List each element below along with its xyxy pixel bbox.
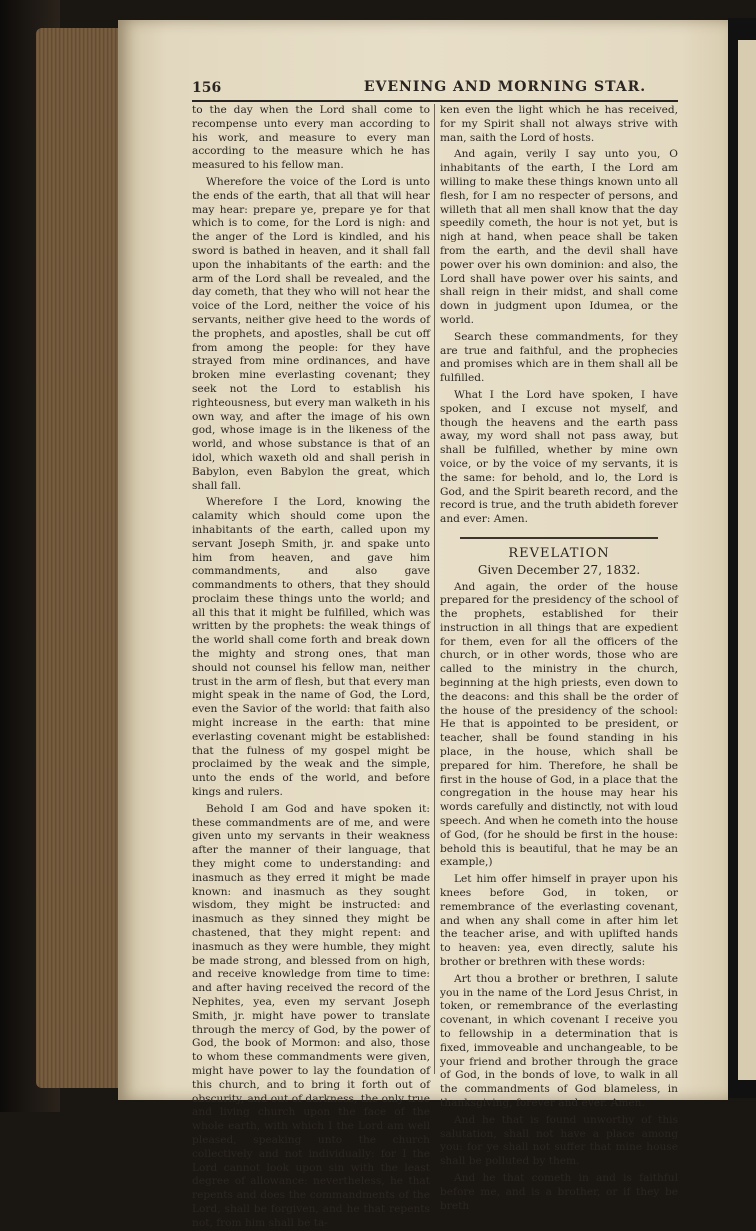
next-page-edge [738,40,756,1080]
section-date: Given December 27, 1832. [477,562,641,577]
page-edges [36,28,128,1088]
paragraph: And he that cometh in and is faithful before me, and is a brother, or if they be breth [440,1171,678,1212]
section-divider [460,537,658,539]
paragraph: Search these commandments, for they are true and faithful, and the prophecies and promises which are in them shall all be fulfilled. [440,330,678,385]
right-column-top [440,104,678,527]
right-column [440,104,678,1212]
section-title: REVELATION [508,545,610,561]
column-divider [434,104,435,1074]
paragraph: Let him offer himself in prayer upon his knees before God, in token, or remembrance of the everlasting covenant, and when any shall come in after him let the teacher arise, and with uplifted hands to heaven: yea, even directly, salute his brother or brethren with these words: [440,873,678,969]
paragraph: And he that is found unworthy of this salutation, shall not have a place among you: for ye shall not suffer that mine house shall be polluted by them. [440,1113,678,1168]
paragraph: Art thou a brother or brethren, I salute you in the name of the Lord Jesus Christ, in token, or remembrance of the everlasting covenant, in which covenant I receive you to fellowship in a determination that is fixed, immoveable and unchangeable, to be your friend and brother through the grace of God, in the bonds of love, to walk in all the commandments of God blameless, in thanksgiving, forever and ever. Amen. [440,972,678,1109]
right-column-bottom [440,581,678,1214]
paragraph: Wherefore the voice of the Lord is unto the ends of the earth, that all that will hear may hear: prepare ye, prepare ye for that which is to come, for the Lord is nigh: and the anger of the Lord is kindled, and his sword is bathed in heaven, and it shall fall upon the inhabitants of the earth: and the arm of the Lord shall be revealed, and the day cometh, that they who will not hear the voice of the Lord, neither the voice of his servants, neither give heed to the words of the prophets, and apostles, shall be cut off from among the people: for they have strayed from mine ordinances, and have broken mine everlasting covenant; they seek not the Lord to establish his righteousness, but every man walketh in his own way, and after the image of his own god, whose image is in the likeness of the world, and whose substance is that of an idol, which waxeth old and shall perish in Babylon, even Babylon the great, which shall fall. [192,175,430,492]
paragraph: And again, the order of the house prepared for the presidency of the school of the prophets, established for their instruction in all things that are expedient for them, even for all the officers of the church, or in other words, those who are called to the ministry in the church, beginning at the high priests, even down to the deacons: and this shall be the order of the house of the presidency of the school: He that is appointed to be president, or teacher, shall be found standing in his place, in the house, which shall be prepared for him. Therefore, he shall be first in the house of God, in a place that the congregation in the house may hear his words carefully and distinctly, not with loud speech. And when he cometh into the house of God, (for he should be first in the house: behold this is beautiful, that he may be an example,) [440,580,678,869]
paragraph: Wherefore I the Lord, knowing the calamity which should come upon the inhabitants of the earth, called upon my servant Joseph Smith, jr. and spake unto him from heaven, and gave him commandments, and also gave commandments to others, that they should proclaim these things unto the world; and all this that it might be fulfilled, which was written by the prophets: the weak things of the world shall come forth and break down the mighty and strong ones, that man should not counsel his fellow man, neither trust in the arm of flesh, but that every man might speak in the name of God, the Lord, even the Savior of the world: that faith also might increase in the earth: that mine everlasting covenant might be established: that the fulness of my gospel might be proclaimed by the weak and the simple, unto the ends of the world, and before kings and rulers. [192,496,430,799]
paragraph: Behold I am God and have spoken it: these commandments are of me, and were given unto my servants in their weakness after the manner of their language, that they might come to understanding: and inasmuch as they erred it might be made known: and inasmuch as they sought wisdom, they might be instructed: and inasmuch as they sinned they might be chastened, that they might repent: and inasmuch as they were humble, they might be made strong, and blessed from on high, and receive knowledge from time to time: and after having received the record of the Nephites, yea, even my servant Joseph Smith, jr. might have power to translate through the mercy of God, by the power of God, the book of Mormon: and also, those to whom these commandments were given, might have power to lay the foundation of this church, and to bring it forth out of obscurity, and out of darkness, the only true and living church upon the face of the whole earth, with which I the Lord am well pleased, speaking unto the church collectively and not individually: for I the Lord cannot look upon sin with the least degree of allowance: nevertheless, he that repents and does the commandments of the Lord, shall be forgiven, and he that repents not, from him shall be ta- [192,802,430,1229]
page-number: 156 [192,80,222,96]
page-header [192,78,678,102]
paragraph: And again, verily I say unto you, O inhabitants of the earth, I the Lord am willing to make these things known unto all flesh, for I am no respecter of persons, and willeth that all men shall know that the day speedily cometh, the hour is not yet, but is nigh at hand, when peace shall be taken from the earth, and the devil shall have power over his own dominion: and also, the Lord shall have power over his saints, and shall reign in their midst, and shall come down in judgment upon Idumea, or the world. [440,148,678,326]
left-column [192,104,430,1229]
running-head: EVENING AND MORNING STAR. [363,79,647,95]
paragraph: to the day when the Lord shall come to recompense unto every man according to his work, and measure to every man according to the measure which he has measured to his fellow man. [192,104,430,172]
paragraph: What I the Lord have spoken, I have spoken, and I excuse not myself, and though the heavens and the earth pass away, my word shall not pass away, but shall be fulfilled, whether by mine own voice, or by the voice of my servants, it is the same: for behold, and lo, the Lord is God, and the Spirit beareth record, and the record is true, and the truth abideth forever and ever: Amen. [440,388,678,526]
paragraph: ken even the light which he has received, for my Spirit shall not always strive with man, saith the Lord of hosts. [440,104,678,144]
